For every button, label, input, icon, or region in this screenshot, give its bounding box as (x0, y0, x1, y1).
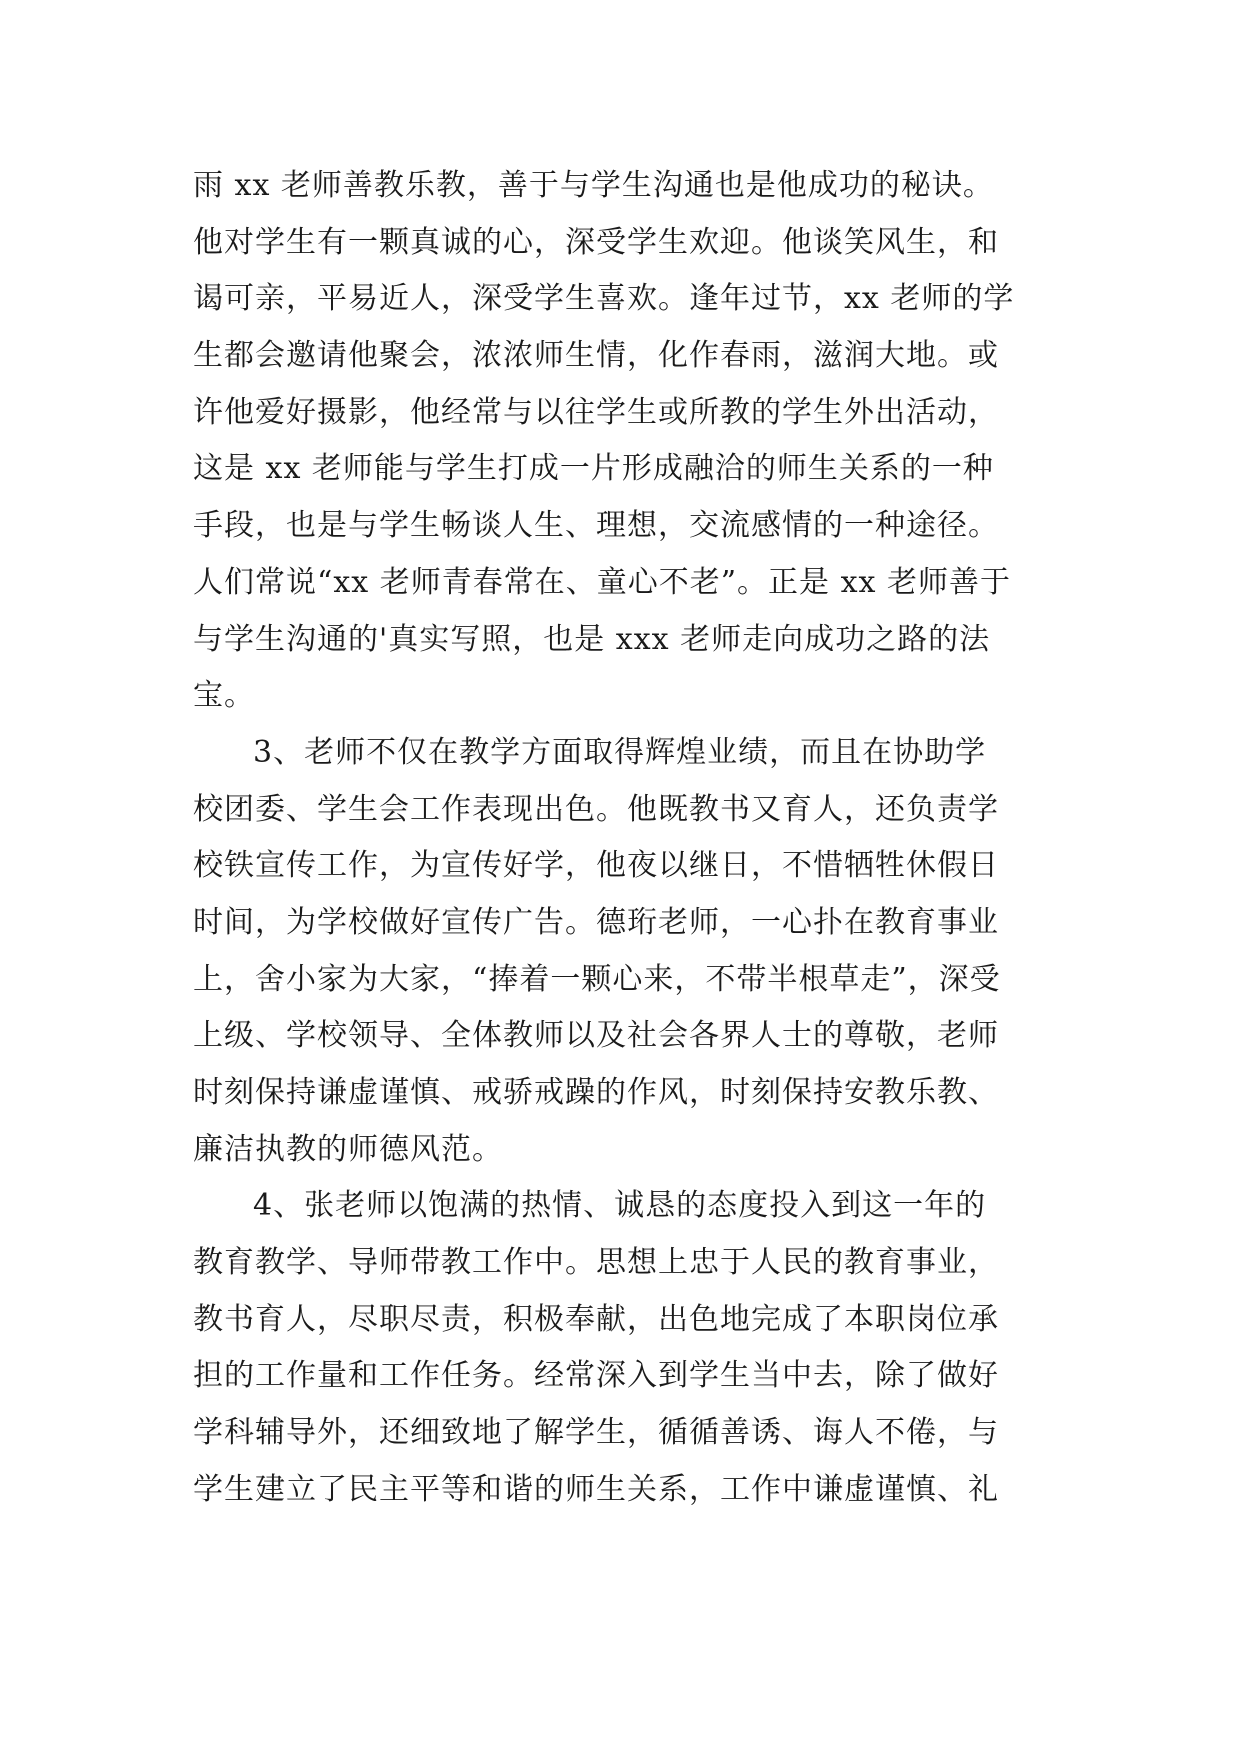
paragraph-line: 宝。 (193, 678, 255, 714)
paragraph-line: 校团委、学生会工作表现出色。他既教书又育人，还负责学 (193, 791, 999, 827)
paragraph-line: 上，舍小家为大家，“捧着一颗心来，不带半根草走”，深受 (193, 961, 1001, 997)
paragraph-line: 人们常说“xx 老师青春常在、童心不老”。正是 xx 老师善于 (193, 564, 1011, 600)
paragraph-line: 担的工作量和工作任务。经常深入到学生当中去，除了做好 (193, 1358, 999, 1394)
paragraph-line: 教书育人，尽职尽责，积极奉献，出色地完成了本职岗位承 (193, 1301, 999, 1337)
paragraph-line: 时间，为学校做好宣传广告。德珩老师，一心扑在教育事业 (193, 904, 999, 940)
paragraph-line: 校铁宣传工作，为宣传好学，他夜以继日，不惜牺牲休假日 (193, 848, 999, 884)
paragraph-4 (193, 1178, 1073, 1518)
paragraph-line: 雨 xx 老师善教乐教，善于与学生沟通也是他成功的秘诀。 (193, 168, 994, 203)
paragraph-3 (193, 725, 1073, 1179)
paragraph-line: 4、张老师以饱满的热情、诚恳的态度投入到这一年的 (253, 1188, 987, 1224)
paragraph-line: 学科辅导外，还细致地了解学生，循循善诱、诲人不倦，与 (193, 1415, 999, 1451)
paragraph-line: 他对学生有一颗真诚的心，深受学生欢迎。他谈笑风生，和 (193, 224, 999, 260)
paragraph-line: 手段，也是与学生畅谈人生、理想，交流感情的一种途径。 (193, 508, 999, 544)
paragraph-line: 学生建立了民主平等和谐的师生关系，工作中谦虚谨慎、礼 (193, 1471, 999, 1507)
paragraph-line: 与学生沟通的'真实写照，也是 xxx 老师走向成功之路的法 (193, 621, 991, 657)
paragraph-line: 上级、学校领导、全体教师以及社会各界人士的尊敬，老师 (193, 1018, 999, 1054)
paragraph-line: 谒可亲，平易近人，深受学生喜欢。逢年过节，xx 老师的学 (193, 281, 1015, 317)
paragraph-continued (193, 158, 1073, 725)
paragraph-line: 廉洁执教的师德风范。 (193, 1131, 503, 1167)
paragraph-line: 时刻保持谦虚谨慎、戒骄戒躁的作风，时刻保持安教乐教、 (193, 1075, 999, 1110)
paragraph-line: 这是 xx 老师能与学生打成一片形成融洽的师生关系的一种 (193, 451, 994, 487)
paragraph-line: 许他爱好摄影，他经常与以往学生或所教的学生外出活动， (193, 394, 999, 430)
paragraph-line: 生都会邀请他聚会，浓浓师生情，化作春雨，滋润大地。或 (193, 338, 999, 374)
document-body (193, 158, 1073, 1519)
paragraph-line: 3、老师不仅在教学方面取得辉煌业绩，而且在协助学 (253, 734, 987, 770)
paragraph-line: 教育教学、导师带教工作中。思想上忠于人民的教育事业， (193, 1245, 999, 1281)
